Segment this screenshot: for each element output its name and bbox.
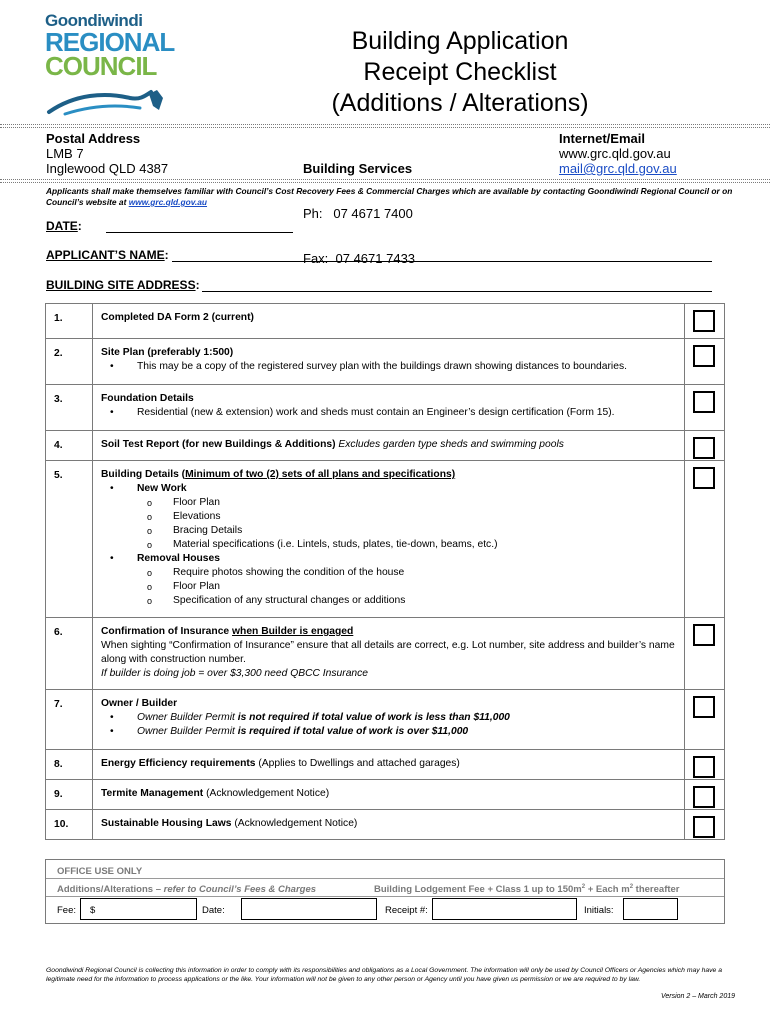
fee-input[interactable] [80, 898, 197, 920]
item-checkbox[interactable] [693, 437, 715, 459]
logo-line-2: REGIONAL [45, 27, 175, 57]
item-body [93, 750, 685, 780]
item-checkbox-cell [685, 810, 725, 840]
fee-label: Fee: [57, 905, 77, 916]
item-body [93, 810, 685, 840]
privacy-footer: Goondiwindi Regional Council is collecting this information in order to comply with its responsibilities and obligations as a Local Government. The information will only be used by Council Officers or Agencies which may have a legitimate need for the information to process applications or the like. Your information will not be given to any other person or Agency until you have given us permission or we are required to by law. [46, 967, 722, 983]
item-body [93, 385, 685, 431]
item-title-underlined: Minimum of two (2) sets of all plans and specifications) [185, 469, 456, 480]
item-sub-bullet: o Floor Plan [101, 496, 676, 510]
internet-heading: Internet/Email [559, 131, 645, 146]
version-label: Version 2 – March 2019 [660, 993, 735, 1000]
applicant-label: APPLICANT’S NAME [46, 248, 165, 262]
item-title: Confirmation of Insurance [101, 626, 233, 637]
item-checkbox-cell [685, 431, 725, 461]
item-sub-bullet: o Elevations [101, 510, 676, 524]
office-heading: OFFICE USE ONLY [57, 866, 143, 877]
office-divider [46, 878, 724, 879]
item-checkbox[interactable] [693, 756, 715, 778]
item-note: (Acknowledgement Notice) [203, 788, 330, 799]
item-number: 1. [46, 304, 93, 339]
postal-line-1: LMB 7 [46, 146, 84, 161]
receipt-label: Receipt #: [385, 905, 428, 916]
checklist-row [46, 618, 725, 690]
receipt-input[interactable] [432, 898, 577, 920]
item-number: 8. [46, 750, 93, 780]
item-title: Site Plan (preferably 1:500) [101, 347, 234, 358]
council-logo [45, 12, 180, 120]
header-divider [0, 124, 770, 125]
logo-line-1: Goondiwindi [45, 11, 143, 30]
permit-term: Owner Builder Permit [137, 712, 235, 723]
item-title: Termite Management [101, 788, 204, 799]
item-note: If builder is doing job = over $3,300 need QBCC Insurance [101, 668, 369, 679]
new-work-heading: New Work [137, 483, 187, 494]
item-body [93, 461, 685, 618]
office-use-box [45, 859, 725, 924]
checklist-row [46, 431, 725, 461]
office-lodgement-fee: Building Lodgement Fee + Class 1 up to $150m^2$ + Each $m^2$ thereafter [374, 884, 680, 896]
item-bullet: • This may be a copy of the registered survey plan with the buildings drawn showing distances to boundaries. [101, 360, 676, 374]
date-field: DATE: [46, 219, 306, 235]
contact-divider [0, 179, 770, 180]
item-title: Completed DA Form 2 (current) [101, 312, 254, 323]
date-office-label: Date: [202, 905, 225, 916]
contact-divider-2 [0, 182, 770, 183]
item-checkbox-cell [685, 780, 725, 810]
item-checkbox-cell [685, 461, 725, 618]
website-text: www.grc.qld.gov.au [559, 146, 671, 161]
email-link[interactable]: mail@grc.qld.gov.au [559, 161, 677, 176]
item-number: 7. [46, 690, 93, 750]
checklist-row [46, 461, 725, 618]
permit-condition: is not required if total value of work is less than $11,000 [234, 712, 510, 723]
item-number: 5. [46, 461, 93, 618]
checklist-row [46, 690, 725, 750]
office-fee-reference: Additions/Alterations – refer to Council’s Fees & Charges [57, 884, 317, 895]
checklist-row [46, 780, 725, 810]
postal-address [46, 131, 168, 176]
checklist-row [46, 750, 725, 780]
checklist-row [46, 339, 725, 385]
item-checkbox[interactable] [693, 345, 715, 367]
building-fax: Fax: 07 4671 7433 [303, 251, 416, 266]
item-body [93, 780, 685, 810]
item-sub-bullet: o Specification of any structural changes or additions [101, 594, 676, 608]
header-divider-2 [0, 127, 770, 128]
initials-label: Initials: [584, 905, 614, 916]
item-note: (Acknowledgement Notice) [231, 818, 358, 829]
item-checkbox[interactable] [693, 696, 715, 718]
removal-houses-heading: Removal Houses [137, 553, 220, 564]
item-title: Owner / Builder [101, 698, 178, 709]
building-phone: Ph: 07 4671 7400 [303, 206, 413, 221]
item-title: Soil Test Report (for new Buildings & Additions) [101, 439, 336, 450]
permit-term: Owner Builder Permit [137, 726, 235, 737]
applicant-input-line[interactable] [172, 261, 712, 262]
fees-notice [46, 186, 746, 208]
item-checkbox[interactable] [693, 310, 715, 332]
title-line-2: Receipt Checklist [363, 58, 557, 86]
item-body [93, 618, 685, 690]
item-paragraph: When sighting “Confirmation of Insurance” ensure that all details are correct, e.g. Lot number, site address and builder’s name along with construction number. [101, 640, 675, 665]
item-number: 9. [46, 780, 93, 810]
item-checkbox[interactable] [693, 391, 715, 413]
postal-line-2: Inglewood QLD 4387 [46, 161, 169, 176]
building-heading: Building Services [303, 161, 413, 176]
item-bullet: • Residential (new & extension) work and sheds must contain an Engineer’s design certification (Form 15). [101, 406, 676, 420]
dollar-sign: $ [90, 905, 96, 916]
item-body [93, 431, 685, 461]
item-checkbox-cell [685, 304, 725, 339]
office-divider [46, 896, 724, 897]
item-title: Foundation Details [101, 393, 194, 404]
item-title: Energy Efficiency requirements [101, 758, 256, 769]
item-body [93, 304, 685, 339]
item-checkbox-cell [685, 385, 725, 431]
item-title-underlined: when Builder is engaged [232, 626, 354, 637]
title-line-1: Building Application [351, 27, 569, 55]
item-number: 3. [46, 385, 93, 431]
item-number: 10. [46, 810, 93, 840]
item-number: 2. [46, 339, 93, 385]
postal-heading: Postal Address [46, 131, 141, 146]
item-body [93, 339, 685, 385]
item-checkbox[interactable] [693, 624, 715, 646]
item-checkbox[interactable] [693, 816, 715, 838]
applicant-field: APPLICANT’S NAME: [46, 248, 716, 264]
item-sub-bullet: o Material specifications (i.e. Lintels, studs, plates, tie-down, beams, etc.) [101, 538, 676, 552]
website-link[interactable]: www.grc.qld.gov.au [128, 197, 208, 207]
item-checkbox-cell [685, 690, 725, 750]
item-checkbox[interactable] [693, 786, 715, 808]
river-swirl-icon [45, 84, 170, 120]
item-checkbox[interactable] [693, 467, 715, 489]
internet-email [559, 131, 677, 176]
site-address-field: BUILDING SITE ADDRESS: [46, 278, 716, 294]
notice-text: Applicants shall make themselves familiar with Council’s Cost Recovery Fees & Commercial Charges which are available by contacting Goondiwindi Regional Council or on Council’s website at [46, 186, 733, 207]
item-checkbox-cell [685, 618, 725, 690]
checklist-row [46, 810, 725, 840]
item-note: Excludes garden type sheds and swimming pools [338, 439, 564, 450]
item-number: 4. [46, 431, 93, 461]
title-line-3: (Additions / Alterations) [331, 89, 589, 117]
item-note: (Applies to Dwellings and attached garages) [255, 758, 460, 769]
item-sub-bullet: o Floor Plan [101, 580, 676, 594]
item-title: Sustainable Housing Laws [101, 818, 232, 829]
item-sub-bullet: o Require photos showing the condition of the house [101, 566, 676, 580]
permit-condition: is required if total value of work is over $11,000 [234, 726, 469, 737]
date-label: DATE [46, 219, 78, 233]
item-title: Building Details ( [101, 469, 186, 480]
checklist-row [46, 304, 725, 339]
date-office-input[interactable] [241, 898, 377, 920]
logo-line-3: COUNCIL [45, 51, 157, 81]
checklist-row [46, 385, 725, 431]
site-address-input-line[interactable] [202, 291, 712, 292]
item-checkbox-cell [685, 750, 725, 780]
item-sub-bullet: o Bracing Details [101, 524, 676, 538]
initials-input[interactable] [623, 898, 678, 920]
item-body [93, 690, 685, 750]
site-address-label: BUILDING SITE ADDRESS [46, 278, 196, 292]
item-checkbox-cell [685, 339, 725, 385]
date-input-line[interactable] [106, 232, 293, 233]
item-number: 6. [46, 618, 93, 690]
document-title [260, 26, 660, 119]
checklist-table [45, 303, 725, 840]
